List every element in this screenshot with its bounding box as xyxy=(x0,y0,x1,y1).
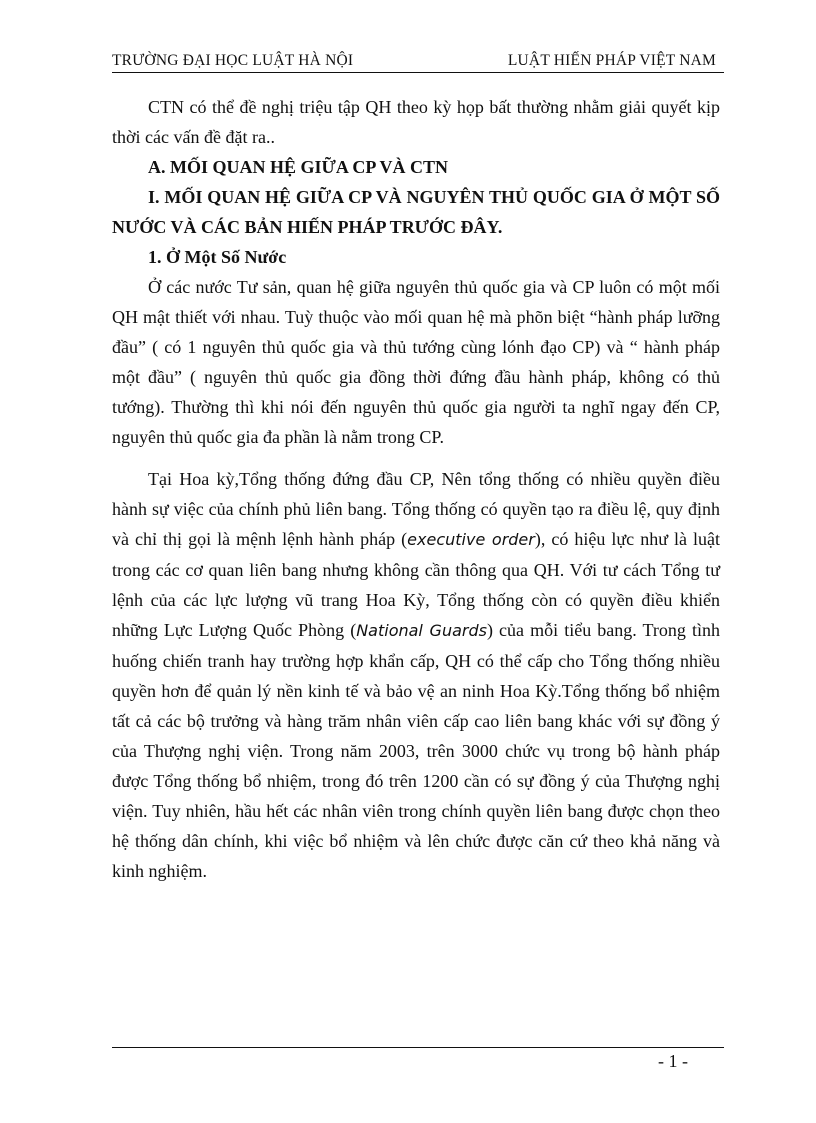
document-body xyxy=(112,92,720,886)
footer-divider xyxy=(112,1047,724,1048)
paragraph-text: Tại Hoa kỳ,Tổng thống đứng đầu CP, Nên tổng thống có nhiều quyền điều hành sự việc của chính phủ liên bang. Tổng thống có quyền tạo ra điều lệ, quy định và chỉ thị gọi là mệnh lệnh hành pháp ( xyxy=(112,469,720,549)
term-executive-order: executive order xyxy=(407,530,535,549)
term-national-guards: National Guards xyxy=(356,621,487,640)
paragraph-head-of-state: Ở các nước Tư sản, quan hệ giữa nguyên thủ quốc gia và CP luôn có một mối QH mật thiết với nhau. Tuỳ thuộc vào mối quan hệ mà phõn biệt “hành pháp lưỡng đầu” ( có 1 nguyên thủ quốc gia và thủ tướng cùng lónh đạo CP) và “ hành pháp một đầu” ( nguyên thủ quốc gia đồng thời đứng đầu hành pháp, không có thủ tướng). Thường thì khi nói đến nguyên thủ quốc gia người ta nghĩ ngay đến CP, nguyên thủ quốc gia đa phần là nằm trong CP. xyxy=(112,277,720,447)
paragraph-us-president xyxy=(112,464,720,886)
subsection-heading-1: 1. Ở Một Số Nước xyxy=(148,247,287,267)
section-heading-i: I. MỐI QUAN HỆ GIỮA CP VÀ NGUYÊN THỦ QUỐC GIA Ở MỘT SỐ NƯỚC VÀ CÁC BẢN HIẾN PHÁP TRƯỚC ĐÂY. xyxy=(112,187,720,237)
header-course-title: LUẬT HIẾN PHÁP VIỆT NAM xyxy=(507,52,716,69)
intro-paragraph: CTN có thể đề nghị triệu tập QH theo kỳ họp bất thường nhằm giải quyết kịp thời các vấn đề đặt ra.. xyxy=(112,97,720,147)
paragraph-text: ), có hiệu lực như là luật trong các cơ quan liên bang nhưng không cần thông qua QH. Với tư cách Tổng tư lệnh của các lực lượng vũ trang Hoa Kỳ, Tổng thống còn có quyền điều khiển những Lực Lượng Quốc Phòng ( xyxy=(112,529,720,640)
section-heading-a: A. MỐI QUAN HỆ GIỮA CP VÀ CTN xyxy=(148,157,449,177)
page-number: - 1 - xyxy=(658,1051,688,1071)
header-divider xyxy=(112,72,724,73)
header-school-name: TRƯỜNG ĐẠI HỌC LUẬT HÀ NỘI xyxy=(112,52,354,69)
paragraph-text: ) của mỗi tiểu bang. Trong tình huống chiến tranh hay trường hợp khẩn cấp, QH có thể cấp cho Tổng thống nhiều quyền hơn để quản lý nền kinh tế và bảo vệ an ninh Hoa Kỳ.Tổng thống bổ nhiệm tất cả các bộ trưởng và hàng trăm nhân viên cấp cao liên bang khác với sự đồng ý của Thượng nghị viện. Trong năm 2003, trên 3000 chức vụ trong bộ hành pháp được Tổng thống bổ nhiệm, trong đó trên 1200 cần có sự đồng ý của Thượng nghị viện. Tuy nhiên, hầu hết các nhân viên trong chính quyền liên bang được chọn theo hệ thống dân chính, khi việc bổ nhiệm và lên chức được căn cứ theo khả năng và kinh nghiệm. xyxy=(112,620,720,881)
